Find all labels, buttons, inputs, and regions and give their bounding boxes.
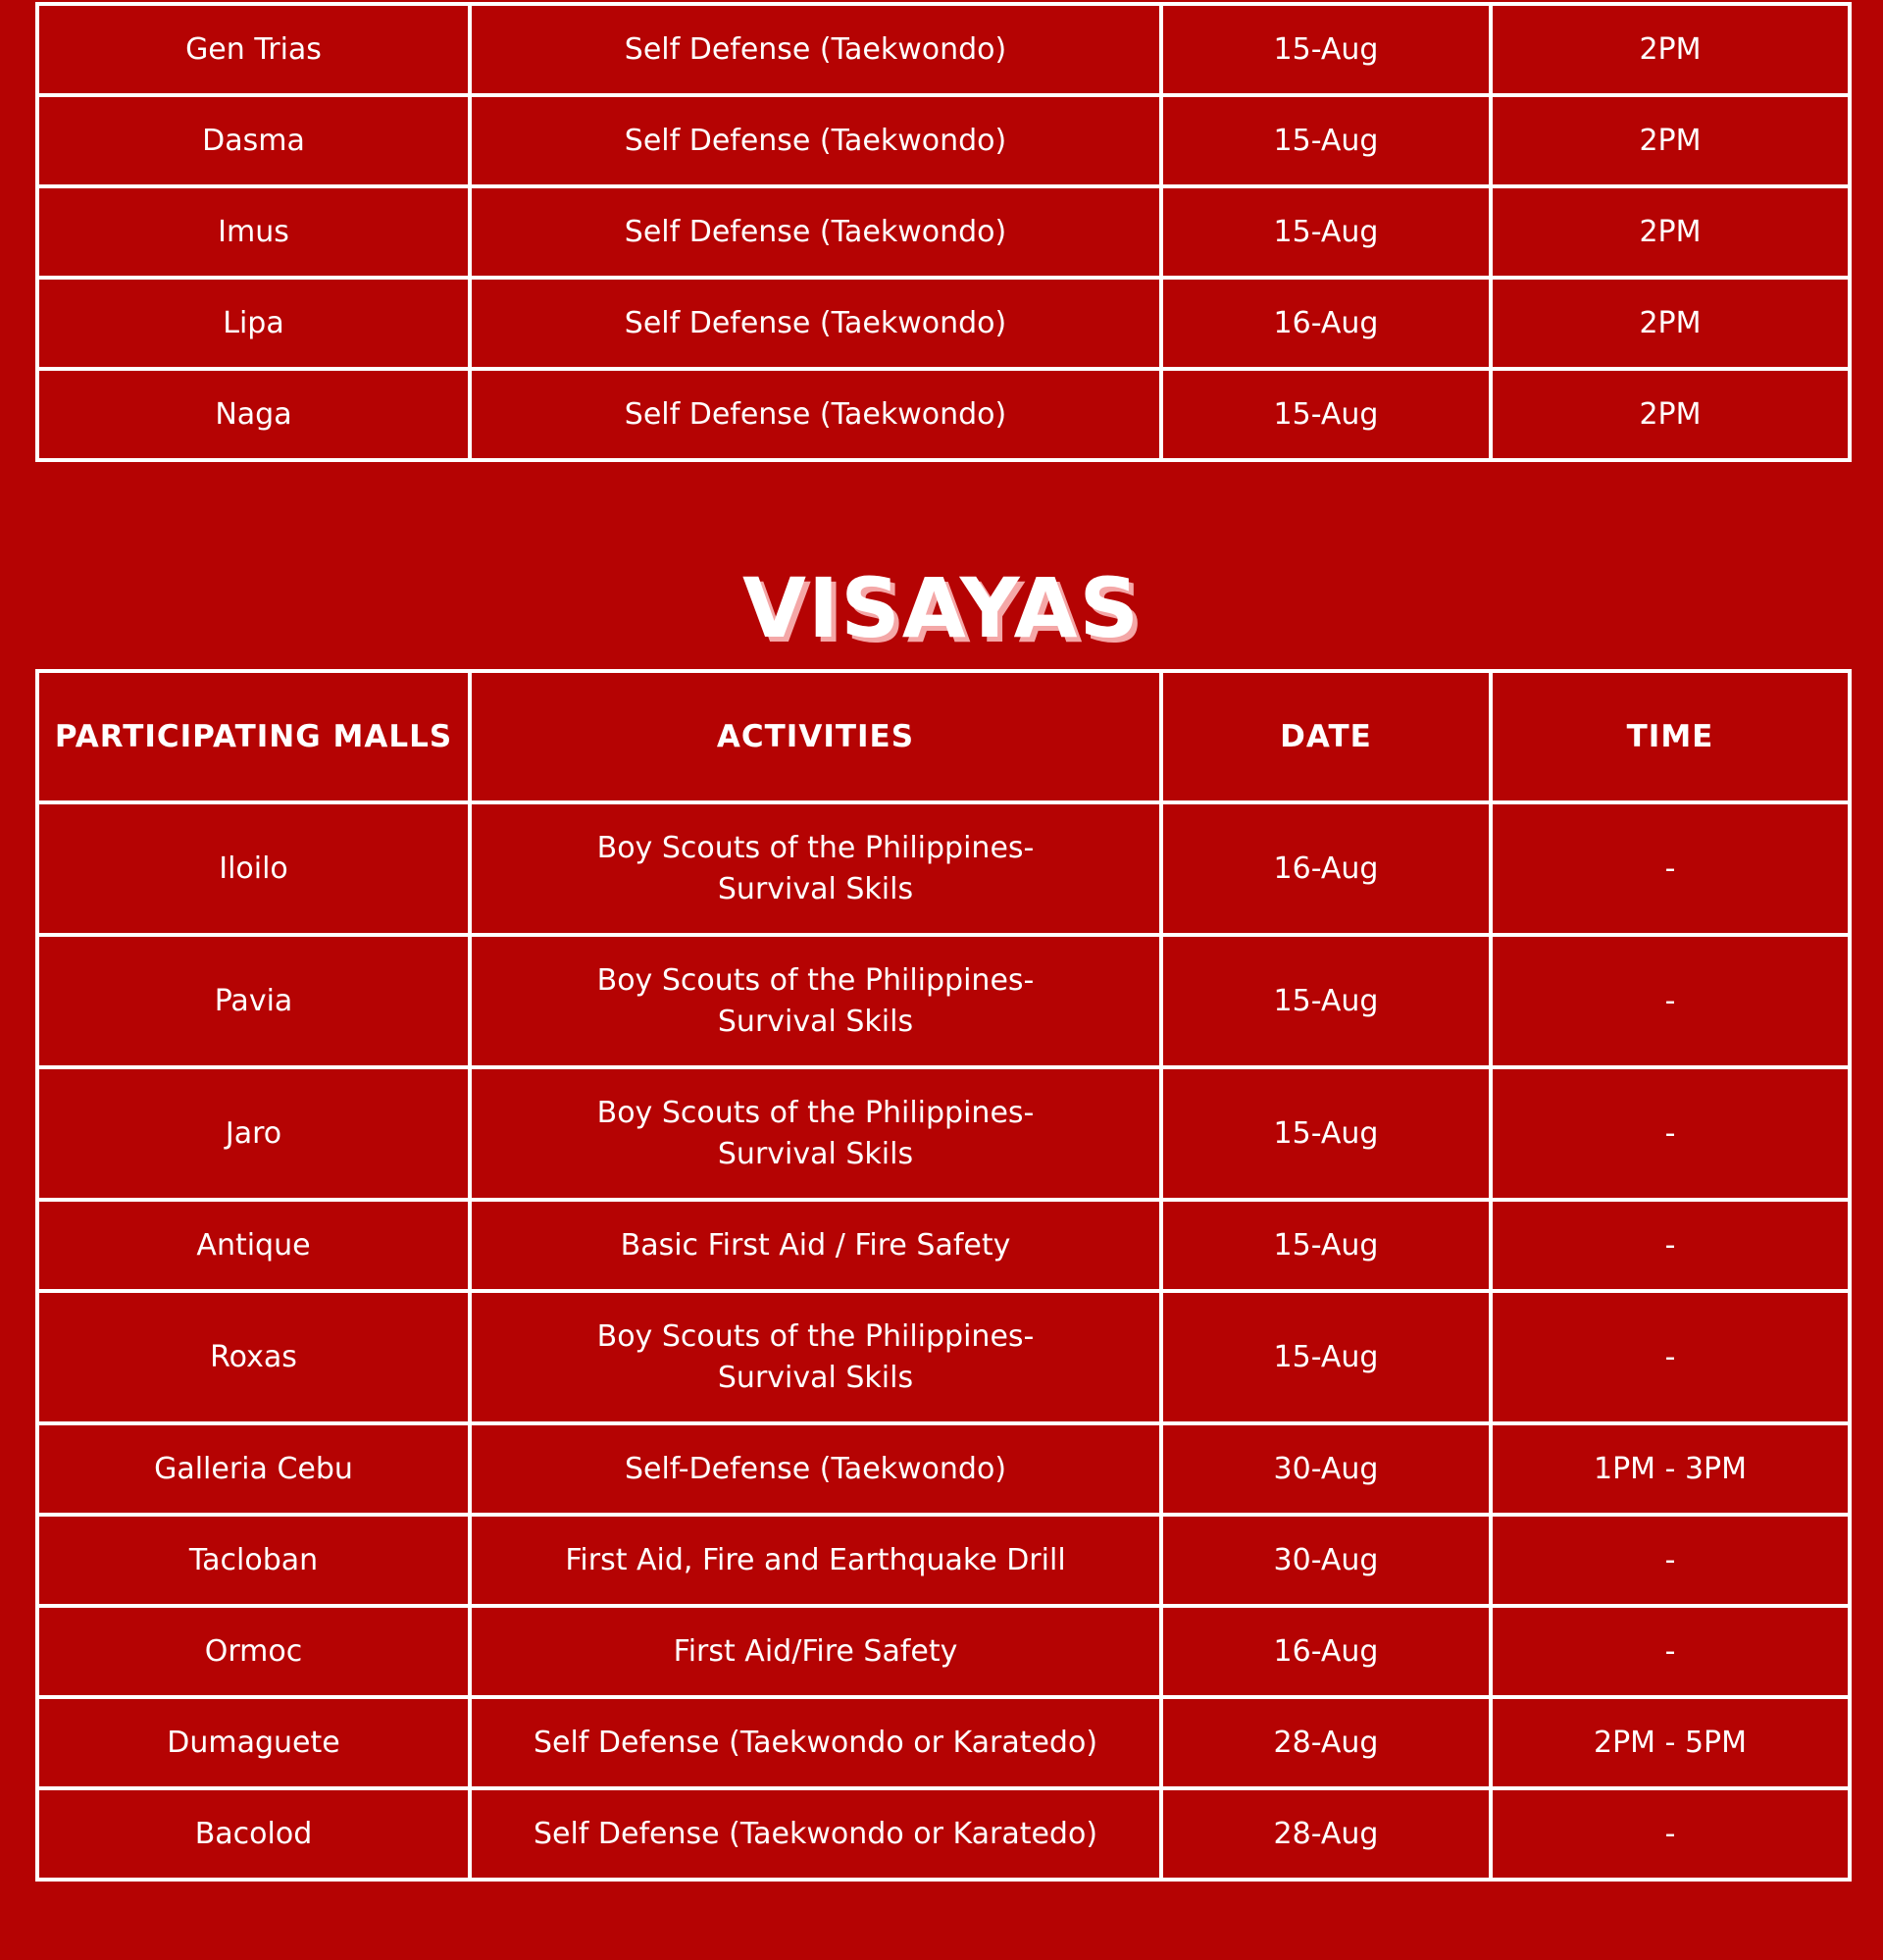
date-cell: 15-Aug xyxy=(1161,1200,1491,1291)
time-cell: 2PM xyxy=(1491,369,1850,460)
table-row xyxy=(37,1697,1850,1788)
column-header-malls: PARTICIPATING MALLS xyxy=(37,671,470,802)
time-cell: - xyxy=(1491,935,1850,1067)
activity-cell: Self Defense (Taekwondo) xyxy=(470,278,1161,369)
table-row xyxy=(37,1515,1850,1606)
activity-cell: Self Defense (Taekwondo) xyxy=(470,95,1161,186)
table-row xyxy=(37,1067,1850,1200)
time-cell: - xyxy=(1491,1291,1850,1423)
date-cell: 28-Aug xyxy=(1161,1697,1491,1788)
section-title-visayas: VISAYAS xyxy=(741,560,1142,656)
mall-cell: Lipa xyxy=(37,278,470,369)
date-cell: 16-Aug xyxy=(1161,802,1491,935)
date-cell: 15-Aug xyxy=(1161,935,1491,1067)
time-cell: - xyxy=(1491,1200,1850,1291)
activity-cell: Self Defense (Taekwondo) xyxy=(470,4,1161,95)
mall-cell: Roxas xyxy=(37,1291,470,1423)
time-cell: 2PM xyxy=(1491,95,1850,186)
date-cell: 30-Aug xyxy=(1161,1423,1491,1515)
visayas-schedule-table xyxy=(35,669,1852,1882)
date-cell: 16-Aug xyxy=(1161,1606,1491,1697)
activity-cell: First Aid/Fire Safety xyxy=(470,1606,1161,1697)
mall-cell: Gen Trias xyxy=(37,4,470,95)
table-row xyxy=(37,1423,1850,1515)
date-cell: 15-Aug xyxy=(1161,1291,1491,1423)
table-row xyxy=(37,186,1850,278)
time-cell: 2PM xyxy=(1491,4,1850,95)
column-header-date: DATE xyxy=(1161,671,1491,802)
activity-cell: Self Defense (Taekwondo) xyxy=(470,186,1161,278)
mall-cell: Dasma xyxy=(37,95,470,186)
table-row xyxy=(37,802,1850,935)
activity-line: Survival Skils xyxy=(717,1136,914,1171)
table-row xyxy=(37,1291,1850,1423)
date-cell: 28-Aug xyxy=(1161,1788,1491,1880)
mall-cell: Jaro xyxy=(37,1067,470,1200)
mall-cell: Bacolod xyxy=(37,1788,470,1880)
time-cell: - xyxy=(1491,1515,1850,1606)
time-cell: 1PM - 3PM xyxy=(1491,1423,1850,1515)
mall-cell: Dumaguete xyxy=(37,1697,470,1788)
luzon-schedule-table xyxy=(35,2,1852,462)
table-row xyxy=(37,278,1850,369)
mall-cell: Naga xyxy=(37,369,470,460)
activity-cell: Self Defense (Taekwondo or Karatedo) xyxy=(470,1697,1161,1788)
table-row xyxy=(37,95,1850,186)
table-row xyxy=(37,369,1850,460)
mall-cell: Ormoc xyxy=(37,1606,470,1697)
time-cell: 2PM - 5PM xyxy=(1491,1697,1850,1788)
activity-line: Survival Skils xyxy=(717,1004,914,1039)
date-cell: 30-Aug xyxy=(1161,1515,1491,1606)
activity-cell: Basic First Aid / Fire Safety xyxy=(470,1200,1161,1291)
date-cell: 15-Aug xyxy=(1161,186,1491,278)
activity-cell: Self-Defense (Taekwondo) xyxy=(470,1423,1161,1515)
date-cell: 15-Aug xyxy=(1161,369,1491,460)
activity-line: Boy Scouts of the Philippines- xyxy=(596,962,1035,998)
time-cell: 2PM xyxy=(1491,278,1850,369)
mall-cell: Antique xyxy=(37,1200,470,1291)
activity-cell xyxy=(470,935,1161,1067)
activity-cell: Self Defense (Taekwondo or Karatedo) xyxy=(470,1788,1161,1880)
mall-cell: Imus xyxy=(37,186,470,278)
table-row xyxy=(37,1788,1850,1880)
activity-line: Survival Skils xyxy=(717,1360,914,1395)
time-cell: - xyxy=(1491,1606,1850,1697)
table-row xyxy=(37,935,1850,1067)
date-cell: 16-Aug xyxy=(1161,278,1491,369)
time-cell: 2PM xyxy=(1491,186,1850,278)
table-header-row xyxy=(37,671,1850,802)
activity-line: Boy Scouts of the Philippines- xyxy=(596,1095,1035,1130)
table-row xyxy=(37,1200,1850,1291)
activity-cell xyxy=(470,1067,1161,1200)
mall-cell: Iloilo xyxy=(37,802,470,935)
column-header-time: TIME xyxy=(1491,671,1850,802)
activity-line: Survival Skils xyxy=(717,871,914,906)
date-cell: 15-Aug xyxy=(1161,1067,1491,1200)
table-row xyxy=(37,1606,1850,1697)
column-header-activities: ACTIVITIES xyxy=(470,671,1161,802)
activity-cell: First Aid, Fire and Earthquake Drill xyxy=(470,1515,1161,1606)
activity-cell xyxy=(470,1291,1161,1423)
activity-cell xyxy=(470,802,1161,935)
mall-cell: Galleria Cebu xyxy=(37,1423,470,1515)
activity-line: Boy Scouts of the Philippines- xyxy=(596,1318,1035,1354)
date-cell: 15-Aug xyxy=(1161,95,1491,186)
mall-cell: Tacloban xyxy=(37,1515,470,1606)
time-cell: - xyxy=(1491,802,1850,935)
time-cell: - xyxy=(1491,1067,1850,1200)
time-cell: - xyxy=(1491,1788,1850,1880)
activity-line: Boy Scouts of the Philippines- xyxy=(596,830,1035,865)
mall-cell: Pavia xyxy=(37,935,470,1067)
activity-cell: Self Defense (Taekwondo) xyxy=(470,369,1161,460)
date-cell: 15-Aug xyxy=(1161,4,1491,95)
table-row xyxy=(37,4,1850,95)
